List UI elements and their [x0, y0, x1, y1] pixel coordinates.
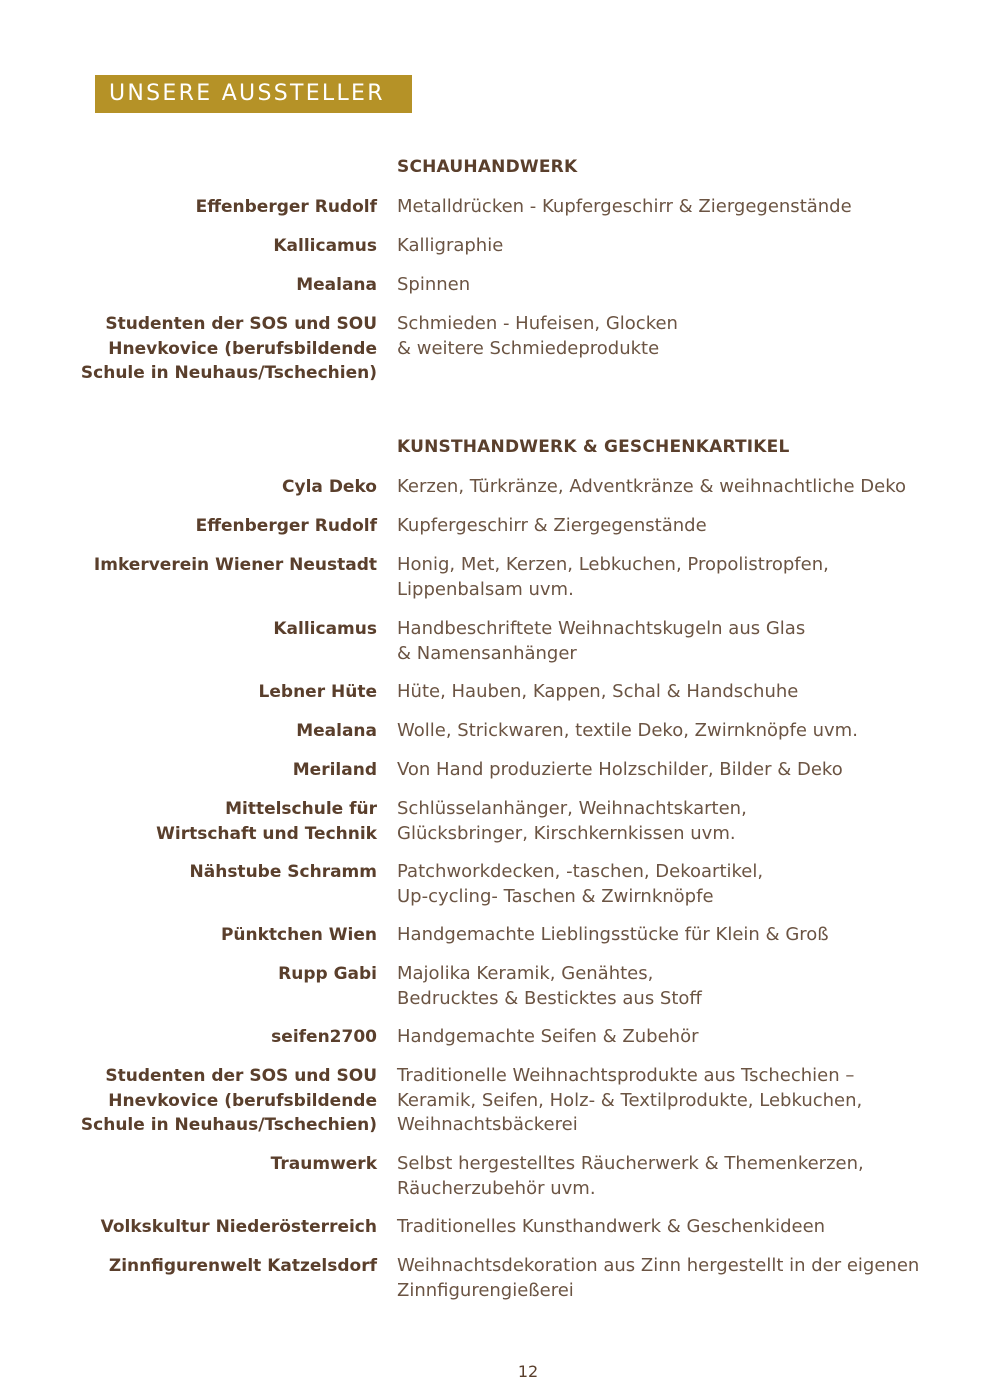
description-line: Bedrucktes & Besticktes aus Stoff — [397, 987, 702, 1009]
exhibitor-name-line: Mealana — [296, 721, 377, 741]
exhibitor-name-line: Rupp Gabi — [278, 964, 377, 984]
exhibitor-name — [17, 860, 377, 885]
exhibitor-name — [17, 1152, 377, 1177]
description-line: Up-cycling- Taschen & Zwirnknöpfe — [397, 885, 714, 907]
exhibitor-name-line: Schule in Neuhaus/Tschechien) — [80, 363, 377, 383]
description-line: Glücksbringer, Kirschkernkissen uvm. — [397, 822, 736, 844]
description-line: & Namensanhänger — [397, 642, 577, 664]
description-line: Selbst hergestelltes Räucherwerk & Themenkerzen, — [397, 1153, 864, 1174]
exhibitor-description — [397, 312, 977, 361]
description-line: Von Hand produzierte Holzschilder, Bilder & Deko — [397, 759, 843, 780]
description-line: Keramik, Seifen, Holz- & Textilprodukte, Lebkuchen, — [397, 1089, 863, 1111]
exhibitor-description — [397, 553, 977, 602]
exhibitor-name — [17, 719, 377, 744]
exhibitor-name — [17, 923, 377, 948]
exhibitor-description — [397, 1025, 977, 1050]
description-line: Weihnachtsbäckerei — [397, 1114, 578, 1135]
exhibitor-name — [17, 758, 377, 783]
description-line: Majolika Keramik, Genähtes, — [397, 963, 654, 984]
exhibitor-name-line: Studenten der SOS und SOU — [105, 1066, 377, 1086]
exhibitor-description — [397, 797, 977, 846]
exhibitor-name — [17, 1064, 377, 1138]
description-line: & weitere Schmiedeprodukte — [397, 337, 660, 359]
exhibitor-name — [17, 1254, 377, 1279]
description-line: Hüte, Hauben, Kappen, Schal & Handschuhe — [397, 681, 799, 702]
description-line: Wolle, Strickwaren, textile Deko, Zwirnknöpfe uvm. — [397, 720, 858, 741]
description-line: Traditionelles Kunsthandwerk & Geschenkideen — [397, 1216, 826, 1237]
exhibitor-name — [17, 680, 377, 705]
exhibitor-name-line: Traumwerk — [270, 1154, 377, 1174]
exhibitor-description — [397, 195, 977, 220]
exhibitor-name — [17, 514, 377, 539]
exhibitor-description — [397, 923, 977, 948]
exhibitor-description — [397, 617, 977, 666]
exhibitor-name-line: Zinnfigurenwelt Katzelsdorf — [108, 1256, 377, 1276]
page-title: UNSERE AUSSTELLER — [95, 75, 412, 113]
exhibitor-description — [397, 1254, 977, 1303]
exhibitor-name-line: Kallicamus — [273, 619, 377, 639]
exhibitor-description — [397, 860, 977, 909]
exhibitor-name-line: Volkskultur Niederösterreich — [100, 1217, 377, 1237]
exhibitor-name-line: Studenten der SOS und SOU — [105, 314, 377, 334]
exhibitor-name — [17, 553, 377, 578]
exhibitor-name — [17, 475, 377, 500]
exhibitor-name-line: Kallicamus — [273, 236, 377, 256]
exhibitor-description — [397, 475, 977, 500]
exhibitor-description — [397, 273, 977, 298]
description-line: Kupfergeschirr & Ziergegenstände — [397, 515, 707, 536]
exhibitor-name-line: Cyla Deko — [282, 477, 377, 497]
section-heading-schauhandwerk: SCHAUHANDWERK — [397, 157, 578, 177]
description-line: Weihnachtsdekoration aus Zinn hergestellt in der eigenen — [397, 1255, 920, 1276]
exhibitor-name — [17, 1025, 377, 1050]
description-line: Kalligraphie — [397, 235, 504, 256]
description-line: Handbeschriftete Weihnachtskugeln aus Glas — [397, 618, 806, 639]
exhibitor-name-line: Effenberger Rudolf — [195, 516, 377, 536]
exhibitor-name-line: Wirtschaft und Technik — [156, 823, 377, 844]
exhibitor-name-line: Meriland — [292, 760, 377, 780]
exhibitor-name — [17, 234, 377, 259]
exhibitor-name-line: Nähstube Schramm — [189, 862, 377, 882]
exhibitor-description — [397, 1215, 977, 1240]
exhibitor-name-line: Pünktchen Wien — [220, 925, 377, 945]
exhibitor-description — [397, 514, 977, 539]
description-line: Handgemachte Lieblingsstücke für Klein & Groß — [397, 924, 829, 945]
exhibitor-name-line: Mealana — [296, 275, 377, 295]
exhibitor-name-line: Imkerverein Wiener Neustadt — [93, 555, 377, 575]
exhibitor-name — [17, 195, 377, 220]
description-line: Schlüsselanhänger, Weihnachtskarten, — [397, 798, 747, 819]
exhibitor-name — [17, 1215, 377, 1240]
exhibitor-description — [397, 962, 977, 1011]
exhibitor-name — [17, 617, 377, 642]
description-line: Handgemachte Seifen & Zubehör — [397, 1026, 699, 1047]
exhibitor-name-line: Hnevkovice (berufsbildende — [108, 338, 377, 359]
exhibitor-description — [397, 719, 977, 744]
exhibitor-name — [17, 312, 377, 386]
description-line: Schmieden - Hufeisen, Glocken — [397, 313, 678, 334]
exhibitor-name-line: Schule in Neuhaus/Tschechien) — [80, 1115, 377, 1135]
description-line: Spinnen — [397, 274, 471, 295]
exhibitor-description — [397, 680, 977, 705]
exhibitor-name — [17, 962, 377, 987]
description-line: Zinnfigurengießerei — [397, 1279, 574, 1301]
exhibitor-description — [397, 1064, 977, 1138]
exhibitor-name — [17, 797, 377, 846]
description-line: Räucherzubehör uvm. — [397, 1177, 596, 1199]
description-line: Metalldrücken - Kupfergeschirr & Ziergegenstände — [397, 196, 852, 217]
exhibitor-description — [397, 234, 977, 259]
exhibitor-name-line: Lebner Hüte — [258, 682, 377, 702]
description-line: Traditionelle Weihnachtsprodukte aus Tschechien – — [397, 1065, 855, 1086]
exhibitor-name-line: Effenberger Rudolf — [195, 197, 377, 217]
exhibitor-name-line: Mittelschule für — [225, 799, 377, 819]
exhibitor-description — [397, 758, 977, 783]
description-line: Lippenbalsam uvm. — [397, 578, 574, 600]
exhibitor-name — [17, 273, 377, 298]
exhibitor-description — [397, 1152, 977, 1201]
exhibitor-name-line: seifen2700 — [271, 1027, 377, 1047]
description-line: Patchworkdecken, -taschen, Dekoartikel, — [397, 861, 764, 882]
exhibitor-name-line: Hnevkovice (berufsbildende — [108, 1090, 377, 1111]
page-number: 12 — [517, 1362, 539, 1381]
description-line: Honig, Met, Kerzen, Lebkuchen, Propolistropfen, — [397, 554, 829, 575]
section-heading-kunsthandwerk: KUNSTHANDWERK & GESCHENKARTIKEL — [397, 437, 790, 457]
description-line: Kerzen, Türkränze, Adventkränze & weihnachtliche Deko — [397, 476, 907, 497]
